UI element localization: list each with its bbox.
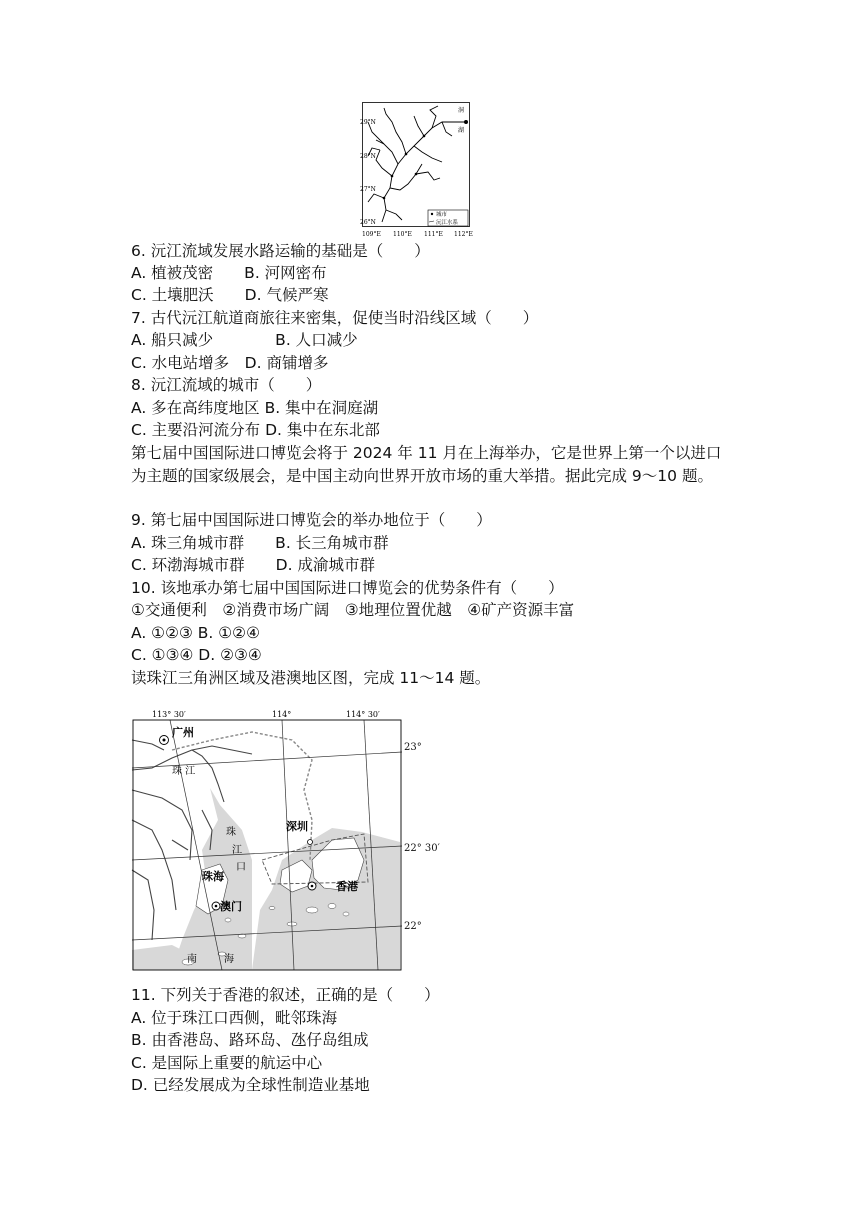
q9-options-cd: C. 环渤海城市群 D. 成渝城市群 [131, 556, 375, 574]
q11-option-c: C. 是国际上重要的航运中心 [131, 1054, 323, 1072]
lat-label: 23° [404, 742, 422, 753]
lat-label: 27°N [360, 186, 376, 193]
lon-label: 112°E [454, 231, 473, 238]
lon-label: 111°E [424, 231, 443, 238]
q8-stem: 8. 沅江流域的城市（ ） [131, 376, 322, 394]
q9-options-ab: A. 珠三角城市群 B. 长三角城市群 [131, 534, 389, 552]
q11-stem: 11. 下列关于香港的叙述，正确的是（ ） [131, 986, 440, 1004]
legend-city: 城市 [436, 212, 448, 218]
macau-label: 澳门 [220, 900, 242, 913]
pearl-river-delta-map [132, 710, 402, 972]
lon-label: 114° 30′ [346, 710, 380, 719]
estuary-label: 江 [232, 845, 242, 856]
legend-river: 沅江水系 [436, 220, 459, 226]
estuary-label: 口 [236, 862, 246, 873]
q7-options-ab: A. 船只减少 B. 人口减少 [131, 331, 358, 349]
lat-label: 29°N [360, 119, 376, 126]
lon-label: 109°E [362, 231, 381, 238]
q6-options-ab: A. 植被茂密 B. 河网密布 [131, 264, 327, 282]
q10-items: ①交通便利 ②消费市场广阔 ③地理位置优越 ④矿产资源丰富 [131, 601, 575, 619]
lake-label: 湖 [458, 127, 465, 134]
q6-options-cd: C. 土壤肥沃 D. 气候严寒 [131, 286, 329, 304]
q11-option-b: B. 由香港岛、路环岛、氹仔岛组成 [131, 1031, 369, 1049]
intro-paragraph-map: 读珠江三角洲区域及港澳地区图，完成 11～14 题。 [131, 669, 491, 687]
sea-label: 海 [224, 954, 234, 965]
q8-options-cd: C. 主要沿河流分布 D. 集中在东北部 [131, 421, 380, 439]
shenzhen-label: 深圳 [286, 820, 308, 833]
q9-stem: 9. 第七届中国国际进口博览会的举办地位于（ ） [131, 511, 492, 529]
sea-label: 南 [187, 954, 197, 965]
intro-paragraph-expo: 第七届中国国际进口博览会将于 2024 年 11 月在上海举办，它是世界上第一个以进口为主题的国家级展会，是中国主动向世界开放市场的重大举措。据此完成 9～10 题。 [131, 444, 722, 485]
q8-options-ab: A. 多在高纬度地区 B. 集中在洞庭湖 [131, 399, 379, 417]
lon-label: 114° [272, 710, 292, 719]
estuary-label: 珠 [226, 827, 236, 838]
q10-options-ab: A. ①②③ B. ①②④ [131, 624, 260, 642]
lat-label: 22° [404, 921, 422, 932]
lat-label: 26°N [360, 219, 376, 226]
q7-stem: 7. 古代沅江航道商旅往来密集，促使当时沿线区域（ ） [131, 309, 539, 327]
q6-stem: 6. 沅江流域发展水路运输的基础是（ ） [131, 242, 430, 260]
guangzhou-label: 广州 [172, 726, 194, 739]
lat-label: 28°N [360, 153, 376, 160]
q7-options-cd: C. 水电站增多 D. 商铺增多 [131, 354, 329, 372]
shenzhen-marker [308, 840, 313, 845]
q10-stem: 10. 该地承办第七届中国国际进口博览会的优势条件有（ ） [131, 579, 564, 597]
zhujiang-label: 珠 江 [172, 766, 196, 777]
q11-option-d: D. 已经发展成为全球性制造业基地 [131, 1076, 370, 1094]
lon-label: 113° 30′ [152, 710, 186, 719]
lake-label: 洞 [458, 107, 465, 114]
lon-label: 110°E [393, 231, 412, 238]
zhuhai-label: 珠海 [202, 870, 224, 883]
lat-label: 22° 30′ [404, 843, 440, 854]
q11-option-a: A. 位于珠江口西侧，毗邻珠海 [131, 1009, 338, 1027]
q10-options-cd: C. ①③④ D. ②③④ [131, 646, 262, 664]
yuanjiang-basin-map [360, 102, 473, 238]
hongkong-label: 香港 [336, 880, 358, 893]
